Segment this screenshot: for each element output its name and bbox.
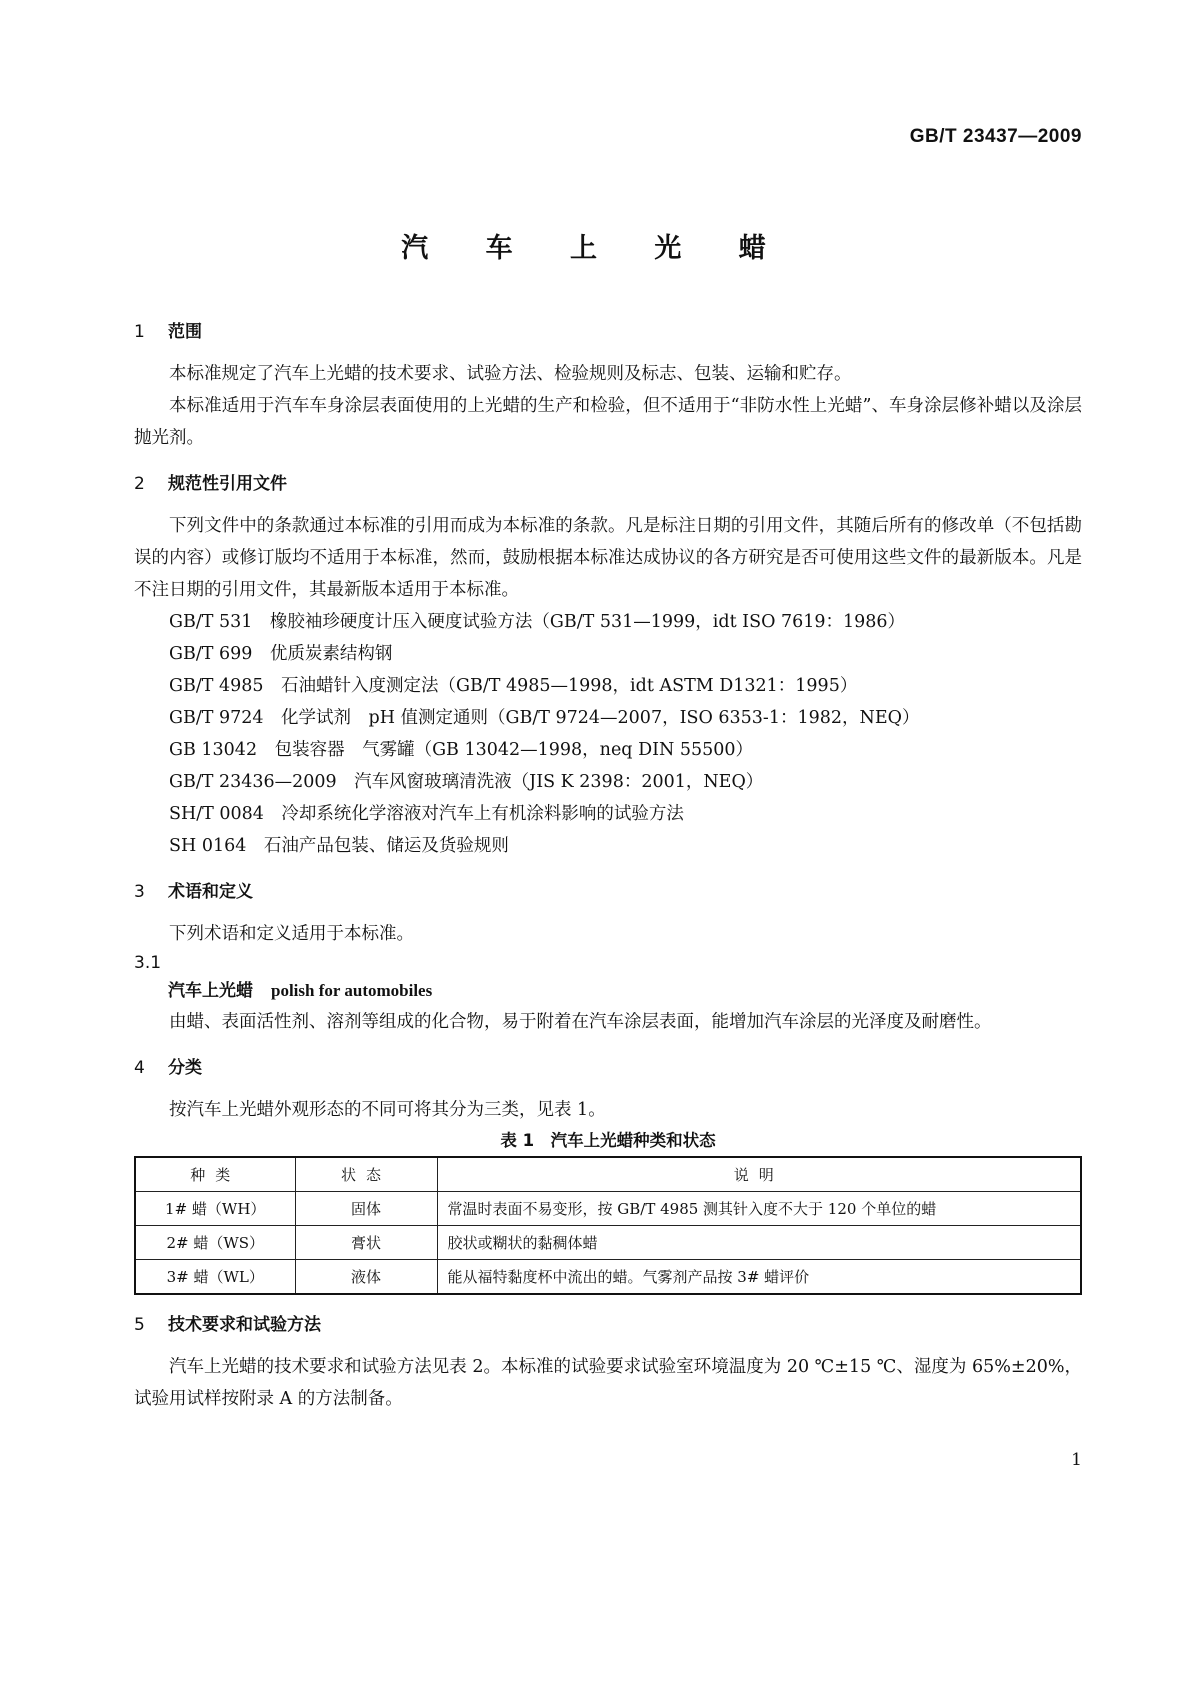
section-title: 分类 <box>168 1058 202 1078</box>
reference-item: SH/T 0084 冷却系统化学溶液对汽车上有机涂料影响的试验方法 <box>169 804 684 824</box>
paragraph: 下列术语和定义适用于本标准。 <box>169 924 414 944</box>
paragraph: 按汽车上光蜡外观形态的不同可将其分为三类，见表 1。 <box>169 1100 606 1120</box>
classification-table <box>134 1156 1082 1295</box>
document-id: GB/T 23437—2009 <box>909 126 1082 147</box>
term-english: polish for automobiles <box>271 981 433 1000</box>
subsection-number: 3.1 <box>134 953 162 973</box>
table-cell: 1# 蜡（WH） <box>135 1192 295 1226</box>
term-chinese: 汽车上光蜡 <box>168 981 253 1001</box>
document-body <box>134 320 1082 1415</box>
page-title: 汽 车 上 光 蜡 <box>401 233 790 264</box>
section-5-heading <box>134 1313 1082 1337</box>
table-cell: 2# 蜡（WS） <box>135 1226 295 1260</box>
paragraph: 下列文件中的条款通过本标准的引用而成为本标准的条款。凡是标注日期的引用文件，其随后所有的修改单（不包括勘误的内容）或修订版均不适用于本标准，然而，鼓励根据本标准达成协议的各方研究是否可使用这些文件的最新版本。凡是不注日期的引用文件，其最新版本适用于本标准。 <box>134 516 1082 600</box>
paragraph: 汽车上光蜡的技术要求和试验方法见表 2。本标准的试验要求试验室环境温度为 20 ℃±15 ℃、湿度为 65%±20%，试验用试样按附录 A 的方法制备。 <box>134 1357 1082 1409</box>
table-cell: 3# 蜡（WL） <box>135 1260 295 1295</box>
section-title: 术语和定义 <box>168 882 253 902</box>
section-title: 技术要求和试验方法 <box>168 1315 321 1335</box>
section-number: 5 <box>134 1315 145 1335</box>
table-cell: 液体 <box>295 1260 437 1295</box>
reference-item: GB/T 531 橡胶袖珍硬度计压入硬度试验方法（GB/T 531—1999，idt ISO 7619：1986） <box>169 612 906 632</box>
section-3-heading <box>134 880 1082 904</box>
table-row <box>135 1226 1081 1260</box>
section-2-heading <box>134 472 1082 496</box>
section-number: 4 <box>134 1058 145 1078</box>
reference-item: GB 13042 包装容器 气雾罐（GB 13042—1998，neq DIN 55500） <box>169 740 754 760</box>
reference-item: GB/T 4985 石油蜡针入度测定法（GB/T 4985—1998，idt ASTM D1321：1995） <box>169 676 858 696</box>
section-number: 3 <box>134 882 145 902</box>
section-1-heading <box>134 320 1082 344</box>
table-caption: 表 1 汽车上光蜡种类和状态 <box>500 1131 716 1150</box>
section-title: 规范性引用文件 <box>168 474 287 494</box>
section-number: 2 <box>134 474 145 494</box>
section-4-heading <box>134 1056 1082 1080</box>
table-cell: 固体 <box>295 1192 437 1226</box>
reference-item: SH 0164 石油产品包装、储运及货验规则 <box>169 836 509 856</box>
term-heading <box>134 976 1082 1006</box>
table-row <box>135 1192 1081 1226</box>
table-cell: 膏状 <box>295 1226 437 1260</box>
reference-item: GB/T 699 优质炭素结构钢 <box>169 644 393 664</box>
column-header: 说明 <box>437 1157 1081 1192</box>
term-definition: 由蜡、表面活性剂、溶剂等组成的化合物，易于附着在汽车涂层表面，能增加汽车涂层的光泽度及耐磨性。 <box>169 1012 992 1032</box>
paragraph: 本标准适用于汽车车身涂层表面使用的上光蜡的生产和检验，但不适用于“非防水性上光蜡”、车身涂层修补蜡以及涂层抛光剂。 <box>134 396 1082 448</box>
table-cell: 能从福特黏度杯中流出的蜡。气雾剂产品按 3# 蜡评价 <box>437 1260 1081 1295</box>
column-header: 种类 <box>135 1157 295 1192</box>
table-header-row <box>135 1157 1081 1192</box>
table-cell: 胶状或糊状的黏稠体蜡 <box>437 1226 1081 1260</box>
reference-item: GB/T 9724 化学试剂 pH 值测定通则（GB/T 9724—2007，ISO 6353-1：1982，NEQ） <box>169 708 920 728</box>
reference-item: GB/T 23436—2009 汽车风窗玻璃清洗液（JIS K 2398：2001，NEQ） <box>169 772 764 792</box>
section-number: 1 <box>134 322 145 342</box>
section-title: 范围 <box>168 322 202 342</box>
paragraph: 本标准规定了汽车上光蜡的技术要求、试验方法、检验规则及标志、包装、运输和贮存。 <box>169 364 852 384</box>
column-header: 状态 <box>295 1157 437 1192</box>
table-cell: 常温时表面不易变形，按 GB/T 4985 测其针入度不大于 120 个单位的蜡 <box>437 1192 1081 1226</box>
table-row <box>135 1260 1081 1295</box>
page-number: 1 <box>1071 1450 1082 1470</box>
